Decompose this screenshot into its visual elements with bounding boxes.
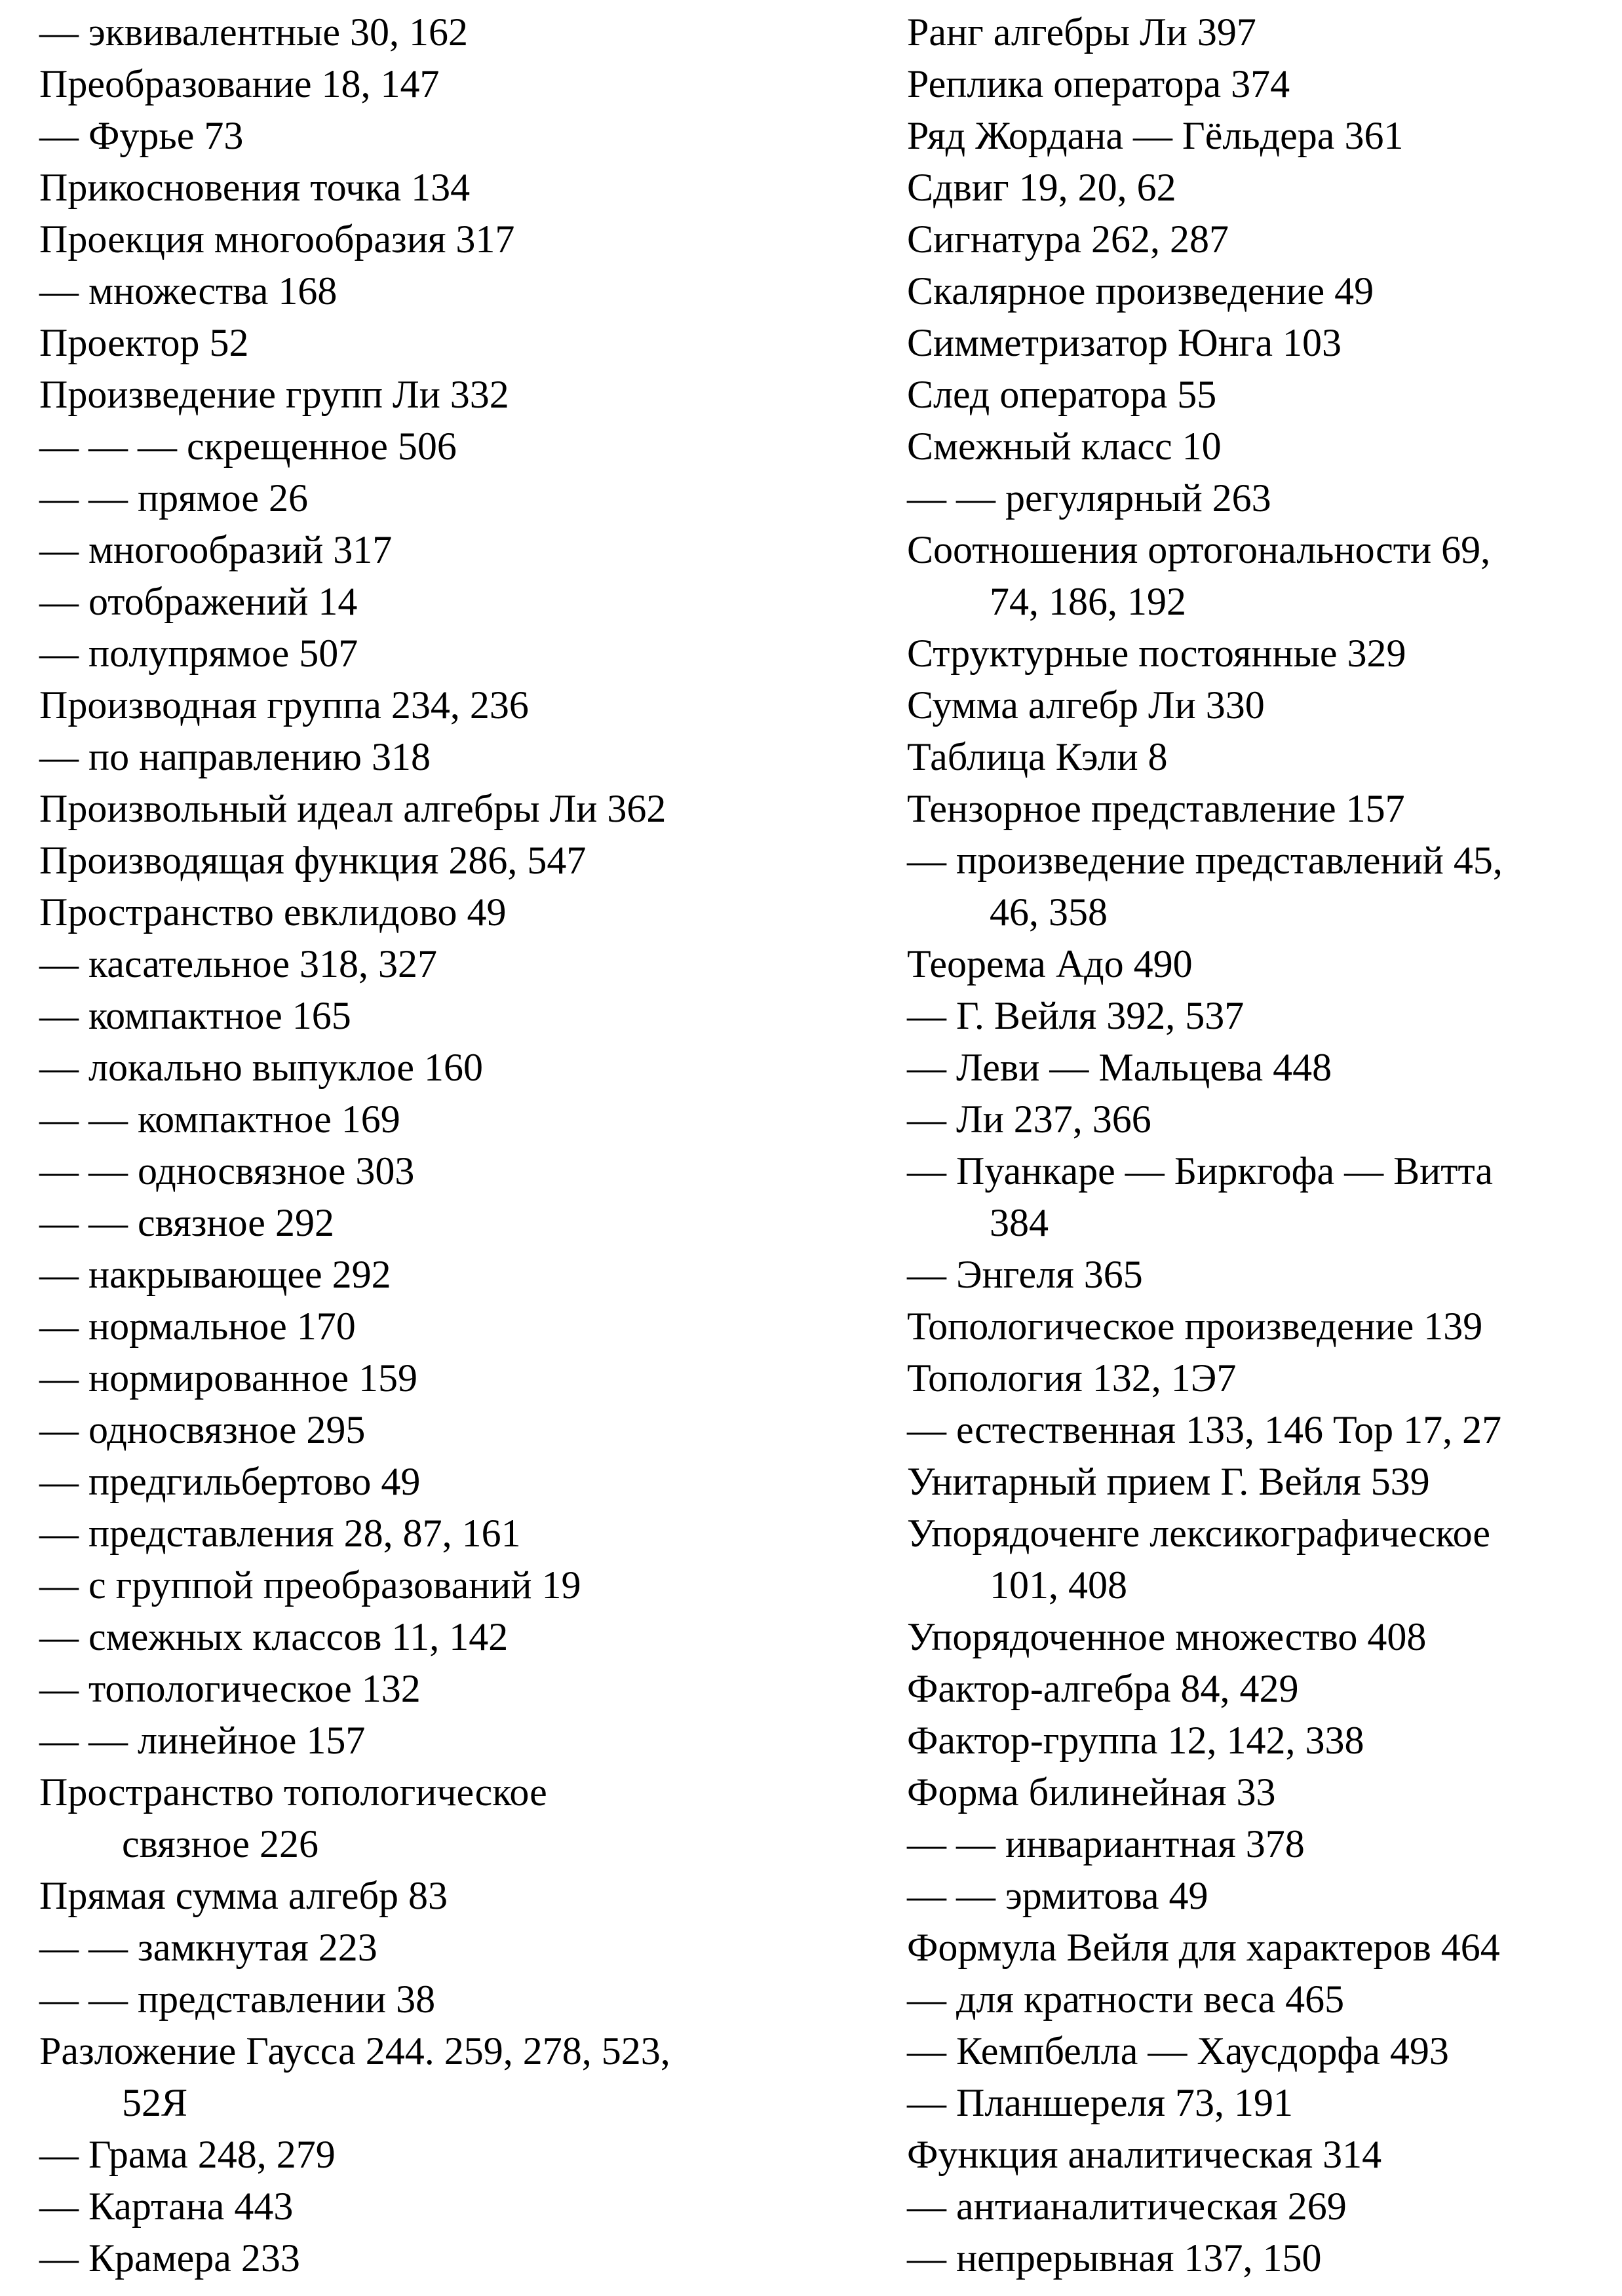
index-entry: — предгильбертово 49 bbox=[39, 1460, 421, 1503]
index-entry: — Пуанкаре — Биркгофа — Витта bbox=[907, 1149, 1494, 1193]
index-entry: Сдвиг 19, 20, 62 bbox=[907, 166, 1176, 209]
index-entry: — по направлению 318 bbox=[39, 735, 431, 778]
index-entry-continuation: 74, 186, 192 bbox=[990, 580, 1186, 623]
index-entry: — Энгеля 365 bbox=[907, 1253, 1143, 1296]
index-entry: — Картана 443 bbox=[39, 2185, 294, 2228]
index-entry: — топологическое 132 bbox=[39, 1667, 421, 1710]
index-entry: Пространство евклидово 49 bbox=[39, 890, 507, 934]
index-entry: Формула Вейля для характеров 464 bbox=[907, 1926, 1500, 1969]
index-entry: — с группой преобразований 19 bbox=[39, 1563, 581, 1607]
index-entry: Ранг алгебры Ли 397 bbox=[907, 10, 1256, 54]
index-entry: Структурные постоянные 329 bbox=[907, 632, 1406, 675]
index-entry: — для кратности веса 465 bbox=[907, 1978, 1345, 2021]
index-entry: — — односвязное 303 bbox=[39, 1149, 415, 1193]
index-entry: — — компактное 169 bbox=[39, 1098, 400, 1141]
index-entry: — Г. Вейля 392, 537 bbox=[907, 994, 1245, 1037]
index-entry: — Леви — Мальцева 448 bbox=[907, 1046, 1332, 1089]
index-entry: Сигнатура 262, 287 bbox=[907, 218, 1229, 261]
index-entry: — нормированное 159 bbox=[39, 1356, 418, 1400]
index-entry: Симметризатор Юнга 103 bbox=[907, 321, 1342, 364]
index-entry: Тензорное представление 157 bbox=[907, 787, 1405, 830]
index-entry: — компактное 165 bbox=[39, 994, 351, 1037]
index-entry: — Крамера 233 bbox=[39, 2236, 300, 2280]
index-entry: — — эрмитова 49 bbox=[907, 1874, 1208, 1917]
index-entry: Таблица Кэли 8 bbox=[907, 735, 1168, 778]
index-entry: Форма билинейная 33 bbox=[907, 1770, 1276, 1814]
index-entry: Упорядоченге лексикографическое bbox=[907, 1512, 1490, 1555]
index-entry: — нормальное 170 bbox=[39, 1305, 356, 1348]
index-entry: — — связное 292 bbox=[39, 1201, 334, 1244]
index-entry: Разложение Гаусса 244. 259, 278, 523, bbox=[39, 2029, 670, 2073]
index-entry: Произведение групп Ли 332 bbox=[39, 373, 509, 416]
index-entry: Функция аналитическая 314 bbox=[907, 2133, 1382, 2176]
index-entry: Прикосновения точка 134 bbox=[39, 166, 471, 209]
index-entry: Сумма алгебр Ли 330 bbox=[907, 683, 1265, 727]
index-entry: — произведение представлений 45, bbox=[907, 839, 1503, 882]
index-entry: Смежный класс 10 bbox=[907, 425, 1222, 468]
index-entry: — — замкнутая 223 bbox=[39, 1926, 377, 1969]
index-entry-continuation: 52Я bbox=[122, 2081, 188, 2124]
index-entry: — — линейное 157 bbox=[39, 1719, 366, 1762]
index-entry: — — прямое 26 bbox=[39, 476, 309, 520]
index-entry: — непрерывная 137, 150 bbox=[907, 2236, 1322, 2280]
index-entry: Соотношения ортогональности 69, bbox=[907, 528, 1491, 571]
index-entry: Фактор-группа 12, 142, 338 bbox=[907, 1719, 1364, 1762]
index-entry: Унитарный прием Г. Вейля 539 bbox=[907, 1460, 1430, 1503]
index-entry: — эквивалентные 30, 162 bbox=[39, 10, 468, 54]
index-entry-continuation: 46, 358 bbox=[990, 890, 1108, 934]
index-entry: Проектор 52 bbox=[39, 321, 249, 364]
index-entry: — Кемпбелла — Хаусдорфа 493 bbox=[907, 2029, 1449, 2073]
index-entry: Преобразование 18, 147 bbox=[39, 62, 440, 105]
index-entry: Теорема Адо 490 bbox=[907, 942, 1193, 985]
index-entry: — полупрямое 507 bbox=[39, 632, 358, 675]
index-entry: Топология 132, 1Э7 bbox=[907, 1356, 1237, 1400]
index-entry: — смежных классов 11, 142 bbox=[39, 1615, 509, 1658]
index-entry: Скалярное произведение 49 bbox=[907, 269, 1374, 313]
index-entry: Произвольный идеал алгебры Ли 362 bbox=[39, 787, 666, 830]
index-entry: — Грама 248, 279 bbox=[39, 2133, 336, 2176]
index-entry: — односвязное 295 bbox=[39, 1408, 366, 1451]
index-entry: — естественная 133, 146 Тор 17, 27 bbox=[907, 1408, 1502, 1451]
index-entry: — отображений 14 bbox=[39, 580, 358, 623]
index-column-left bbox=[39, 7, 852, 2284]
index-entry: — — представлении 38 bbox=[39, 1978, 436, 2021]
index-entry: Топологическое произведение 139 bbox=[907, 1305, 1483, 1348]
index-entry: Фактор-алгебра 84, 429 bbox=[907, 1667, 1299, 1710]
index-entry: — касательное 318, 327 bbox=[39, 942, 437, 985]
index-entry-continuation: 101, 408 bbox=[990, 1563, 1127, 1607]
index-entry: — Планшереля 73, 191 bbox=[907, 2081, 1294, 2124]
index-entry: — — — скрещенное 506 bbox=[39, 425, 457, 468]
index-entry: — — регулярный 263 bbox=[907, 476, 1271, 520]
index-entry: — Фурье 73 bbox=[39, 114, 244, 157]
index-entry: — множества 168 bbox=[39, 269, 338, 313]
index-entry: — локально выпуклое 160 bbox=[39, 1046, 483, 1089]
index-entry: Пространство топологическое bbox=[39, 1770, 547, 1814]
index-entry: Упорядоченное множество 408 bbox=[907, 1615, 1427, 1658]
index-entry: След оператора 55 bbox=[907, 373, 1217, 416]
index-entry: Ряд Жордана — Гёльдера 361 bbox=[907, 114, 1404, 157]
index-entry: — Ли 237, 366 bbox=[907, 1098, 1151, 1141]
index-entry: — накрывающее 292 bbox=[39, 1253, 391, 1296]
index-entry: Производная группа 234, 236 bbox=[39, 683, 529, 727]
index-entry: Реплика оператора 374 bbox=[907, 62, 1290, 105]
index-entry: — — инвариантная 378 bbox=[907, 1822, 1305, 1866]
index-entry-continuation: 384 bbox=[990, 1201, 1049, 1244]
index-entry: — представления 28, 87, 161 bbox=[39, 1512, 521, 1555]
index-entry: Проекция многообразия 317 bbox=[39, 218, 515, 261]
index-entry: — многообразий 317 bbox=[39, 528, 393, 571]
index-entry: Производящая функция 286, 547 bbox=[39, 839, 587, 882]
index-column-right bbox=[907, 7, 1602, 2284]
index-entry: Прямая сумма алгебр 83 bbox=[39, 1874, 448, 1917]
index-entry-continuation: связное 226 bbox=[122, 1822, 319, 1866]
index-entry: — антианалитическая 269 bbox=[907, 2185, 1347, 2228]
